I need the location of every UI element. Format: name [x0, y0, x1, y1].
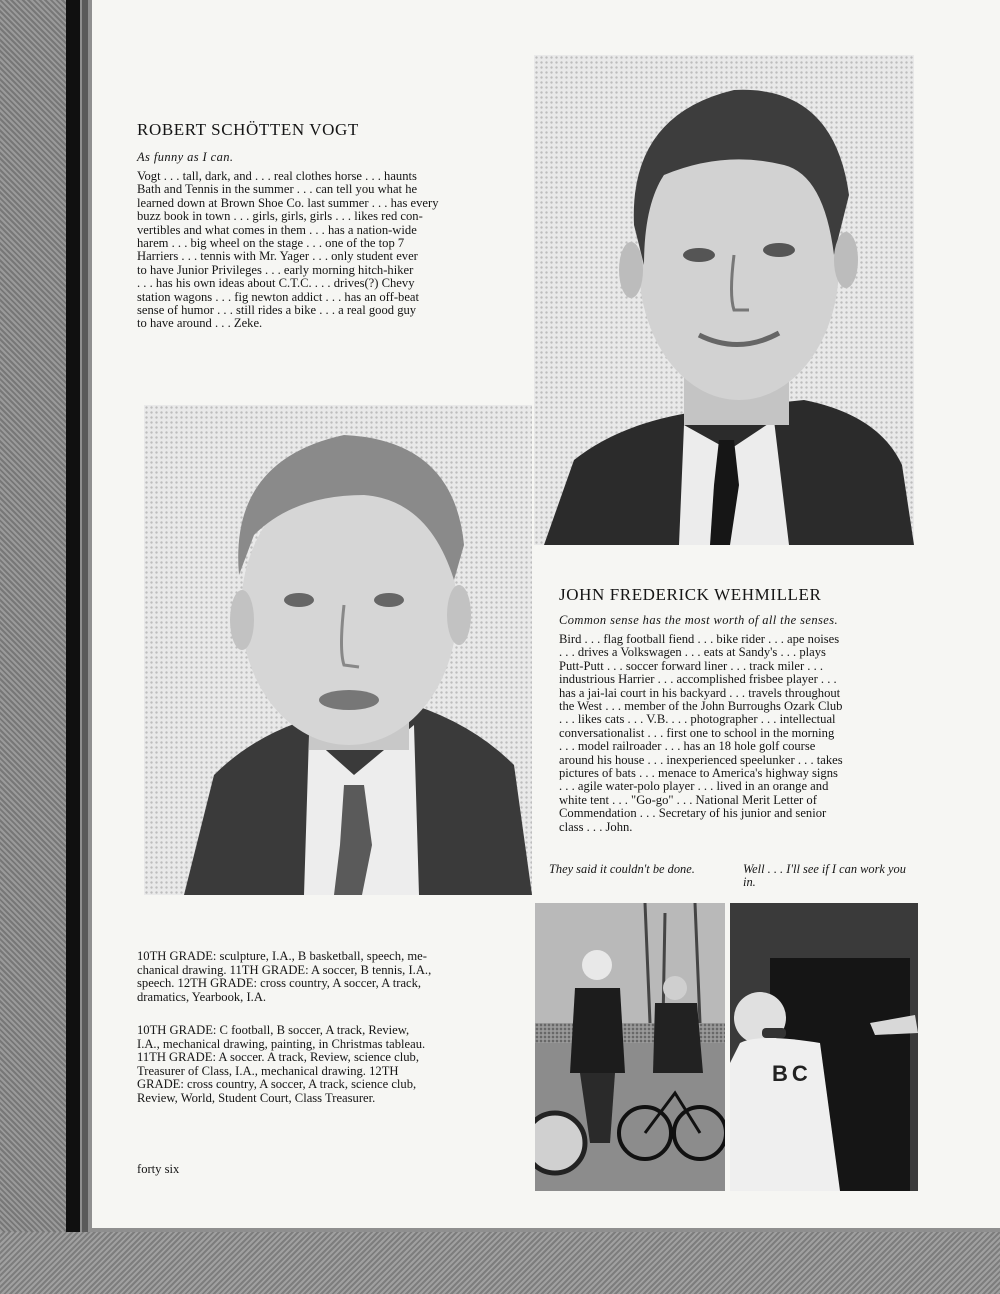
wehmiller-portrait-drawing [534, 55, 914, 545]
wehmiller-bio-line: . . . drives a Volkswagen . . . eats at Sandy's . . . plays [559, 645, 826, 660]
wehmiller-activities-line: GRADE: cross country, A soccer, A track, science club, [137, 1077, 417, 1092]
jersey-lettering: BC [772, 1061, 812, 1086]
vogt-activities-line: 10TH GRADE: sculpture, I.A., B basketball, speech, me- [137, 949, 427, 963]
vogt-bio-line: sense of humor . . . still rides a bike . . . a real good guy [137, 303, 417, 318]
wehmiller-motto: Common sense has the most worth of all the senses. [559, 613, 839, 627]
vogt-bio [137, 170, 499, 331]
wehmiller-name: JOHN FREDERICK WEHMILLER [559, 585, 822, 604]
wehmiller-activities-line: I.A., mechanical drawing, painting, in Christmas tableau. [137, 1036, 426, 1051]
vogt-bio-line: buzz book in town . . . girls, girls, girls . . . likes red con- [137, 209, 423, 224]
vogt-bio-line: vertibles and what comes in them . . . has a nation-wide [137, 222, 417, 237]
wehmiller-bio-line: Commendation . . . Secretary of his junior and senior [559, 806, 827, 821]
wehmiller-bio-line: . . . model railroader . . . has an 18 hole golf course [559, 739, 816, 754]
vogt-bio-line: Vogt . . . tall, dark, and . . . real clothes horse . . . haunts [137, 169, 417, 183]
vogt-bio-line: Harriers . . . tennis with Mr. Yager . . . only student ever [137, 249, 418, 264]
vogt-bio-line: . . . has his own ideas about C.T.C. . . . drives(?) Chevy [137, 276, 415, 291]
page-number: forty six [137, 1162, 180, 1176]
wehmiller-bio-line: . . . likes cats . . . V.B. . . . photographer . . . intellectual [559, 712, 836, 727]
wehmiller-bio-line: the West . . . member of the John Burroughs Ozark Club [559, 699, 843, 714]
wehmiller-bio [559, 633, 917, 834]
candid-photo-motorcycle [535, 903, 725, 1191]
wehmiller-activities [137, 1024, 513, 1106]
wehmiller-bio-line: around his house . . . inexperienced speelunker . . . takes [559, 752, 843, 767]
vogt-activities-line: dramatics, Yearbook, I.A. [137, 989, 267, 1004]
wehmiller-bio-line: industrious Harrier . . . accomplished frisbee player . . . [559, 672, 837, 687]
wehmiller-bio-line: . . . agile water-polo player . . . lived in an orange and [559, 779, 829, 794]
wehmiller-bio-line: conversationalist . . . first one to school in the morning [559, 725, 835, 740]
vogt-bio-line: to have Junior Privileges . . . early morning hitch-hiker [137, 262, 414, 277]
vogt-bio-line: harem . . . big wheel on the stage . . . one of the top 7 [137, 236, 405, 251]
candid-caption-right: Well . . . I'll see if I can work you in. [743, 862, 906, 890]
wehmiller-activities-line: 10TH GRADE: C football, B soccer, A track, Review, [137, 1023, 410, 1037]
scan-background-bottom [0, 1232, 1000, 1294]
vogt-activities-line: speech. 12TH GRADE: cross country, A soccer, A track, [137, 976, 422, 991]
wehmiller-activities-line: 11TH GRADE: A soccer. A track, Review, science club, [137, 1050, 420, 1065]
wehmiller-bio-line: Putt-Putt . . . soccer forward liner . . . track miler . . . [559, 658, 824, 673]
vogt-bio-line: learned down at Brown Shoe Co. last summer . . . has every [137, 195, 439, 210]
wehmiller-bio-line: has a jai-lai court in his backyard . . . travels throughout [559, 685, 841, 700]
wehmiller-portrait [534, 55, 914, 545]
candid-motorcycle-drawing [535, 903, 725, 1191]
book-binding-shadow [82, 0, 88, 1240]
wehmiller-bio-line: Bird . . . flag football fiend . . . bike rider . . . ape noises [559, 632, 840, 646]
vogt-activities [137, 950, 513, 1004]
book-binding-edge [66, 0, 80, 1240]
scan-background-left [0, 0, 70, 1294]
candid-telephone-drawing [730, 903, 918, 1191]
candid-photo-telephone [730, 903, 918, 1191]
vogt-bio-line: station wagons . . . fig newton addict . . . has an off-beat [137, 289, 420, 304]
wehmiller-bio-line: class . . . John. [559, 819, 633, 834]
vogt-motto: As funny as I can. [137, 150, 234, 164]
vogt-portrait [144, 405, 532, 895]
vogt-activities-line: chanical drawing. 11TH GRADE: A soccer, B tennis, I.A., [137, 962, 432, 977]
yearbook-page [92, 0, 1000, 1228]
wehmiller-activities-line: Treasurer of Class, I.A., mechanical drawing. 12TH [137, 1063, 399, 1078]
vogt-bio-line: Bath and Tennis in the summer . . . can tell you what he [137, 182, 418, 197]
vogt-name: ROBERT SCHÖTTEN VOGT [137, 120, 359, 139]
wehmiller-activities-line: Review, World, Student Court, Class Treasurer. [137, 1090, 376, 1105]
wehmiller-bio-line: white tent . . . "Go-go" . . . National Merit Letter of [559, 792, 817, 807]
vogt-portrait-drawing [144, 405, 532, 895]
wehmiller-bio-line: pictures of bats . . . menace to America's highway signs [559, 766, 838, 781]
vogt-bio-line: to have around . . . Zeke. [137, 316, 263, 331]
candid-caption-left: They said it couldn't be done. [549, 862, 695, 876]
